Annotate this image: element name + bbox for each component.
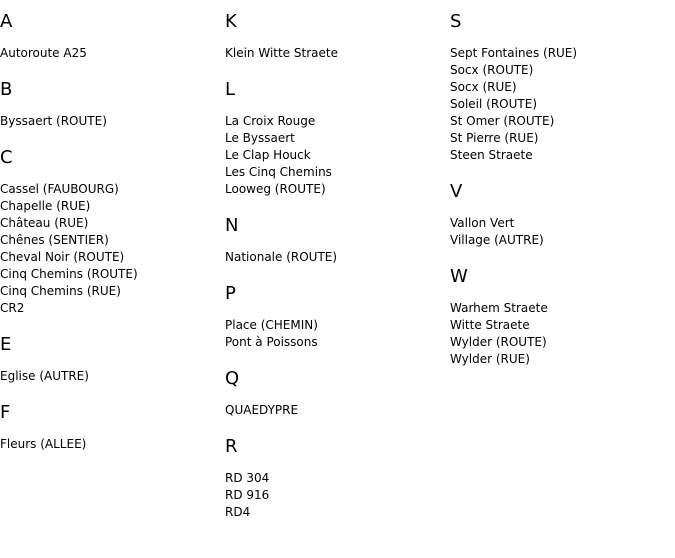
letter-heading: N	[225, 215, 239, 236]
street-list	[225, 402, 445, 419]
street-link[interactable]: Soleil (ROUTE)	[450, 97, 537, 111]
street-link[interactable]: Byssaert (ROUTE)	[0, 114, 107, 128]
letter-heading: C	[0, 147, 13, 168]
letter-heading: L	[225, 79, 236, 100]
letter-heading: E	[0, 334, 12, 355]
street-list	[225, 45, 445, 62]
street-link[interactable]: Cinq Chemins (ROUTE)	[0, 267, 138, 281]
street-link[interactable]: Pont à Poissons	[225, 335, 318, 349]
street-link[interactable]: Place (CHEMIN)	[225, 318, 318, 332]
street-link[interactable]: St Omer (ROUTE)	[450, 114, 555, 128]
street-list	[225, 470, 445, 521]
street-link[interactable]: RD 304	[225, 471, 270, 485]
street-link[interactable]: RD 916	[225, 488, 270, 502]
street-link[interactable]: Socx (ROUTE)	[450, 63, 534, 77]
street-list	[225, 249, 445, 266]
street-link[interactable]: Fleurs (ALLEE)	[0, 437, 87, 451]
street-list	[450, 300, 670, 368]
street-link[interactable]: Le Clap Houck	[225, 148, 311, 162]
street-link[interactable]: Eglise (AUTRE)	[0, 369, 89, 383]
street-list	[450, 215, 670, 249]
street-link[interactable]: Vallon Vert	[450, 216, 515, 230]
street-link[interactable]: Cinq Chemins (RUE)	[0, 284, 121, 298]
street-link[interactable]: Cassel (FAUBOURG)	[0, 182, 119, 196]
letter-section-f	[0, 403, 220, 453]
street-column-1	[0, 12, 220, 471]
letter-heading: W	[450, 266, 468, 287]
street-link[interactable]: RD4	[225, 505, 251, 519]
street-link[interactable]: Klein Witte Straete	[225, 46, 338, 60]
street-list	[225, 317, 445, 351]
street-list	[225, 113, 445, 198]
street-link[interactable]: La Croix Rouge	[225, 114, 316, 128]
street-link[interactable]: Wylder (RUE)	[450, 352, 530, 366]
street-link[interactable]: Village (AUTRE)	[450, 233, 544, 247]
letter-heading: R	[225, 436, 238, 457]
street-link[interactable]: St Pierre (RUE)	[450, 131, 539, 145]
street-link[interactable]: QUAEDYPRE	[225, 403, 299, 417]
street-link[interactable]: Sept Fontaines (RUE)	[450, 46, 578, 60]
letter-section-s	[450, 12, 670, 164]
street-list	[450, 45, 670, 164]
street-link[interactable]: Looweg (ROUTE)	[225, 182, 326, 196]
street-link[interactable]: CR2	[0, 301, 25, 315]
letter-heading: P	[225, 283, 236, 304]
letter-heading: A	[0, 11, 13, 32]
letter-section-p	[225, 284, 445, 351]
letter-section-w	[450, 267, 670, 368]
letter-heading: V	[450, 181, 463, 202]
letter-section-r	[225, 437, 445, 521]
street-link[interactable]: Warhem Straete	[450, 301, 548, 315]
letter-heading: F	[0, 402, 11, 423]
street-list	[0, 45, 220, 62]
street-link[interactable]: Witte Straete	[450, 318, 530, 332]
street-link[interactable]: Chapelle (RUE)	[0, 199, 91, 213]
street-link[interactable]: Le Byssaert	[225, 131, 295, 145]
letter-section-q	[225, 369, 445, 419]
street-link[interactable]: Nationale (ROUTE)	[225, 250, 338, 264]
street-link[interactable]: Cheval Noir (ROUTE)	[0, 250, 125, 264]
letter-section-c	[0, 148, 220, 317]
street-list	[0, 436, 220, 453]
street-column-2	[225, 12, 445, 539]
letter-heading: B	[0, 79, 13, 100]
letter-heading: Q	[225, 368, 240, 389]
letter-heading: S	[450, 11, 462, 32]
letter-section-a	[0, 12, 220, 62]
street-link[interactable]: Autoroute A25	[0, 46, 87, 60]
street-link[interactable]: Les Cinq Chemins	[225, 165, 332, 179]
letter-heading: K	[225, 11, 237, 32]
street-link[interactable]: Chênes (SENTIER)	[0, 233, 109, 247]
letter-section-e	[0, 335, 220, 385]
letter-section-v	[450, 182, 670, 249]
letter-section-b	[0, 80, 220, 130]
letter-section-l	[225, 80, 445, 198]
street-link[interactable]: Steen Straete	[450, 148, 533, 162]
street-link[interactable]: Wylder (ROUTE)	[450, 335, 547, 349]
street-column-3	[450, 12, 670, 386]
street-link[interactable]: Socx (RUE)	[450, 80, 517, 94]
street-link[interactable]: Château (RUE)	[0, 216, 89, 230]
letter-section-k	[225, 12, 445, 62]
street-list	[0, 368, 220, 385]
letter-section-n	[225, 216, 445, 266]
street-list	[0, 113, 220, 130]
street-list	[0, 181, 220, 317]
